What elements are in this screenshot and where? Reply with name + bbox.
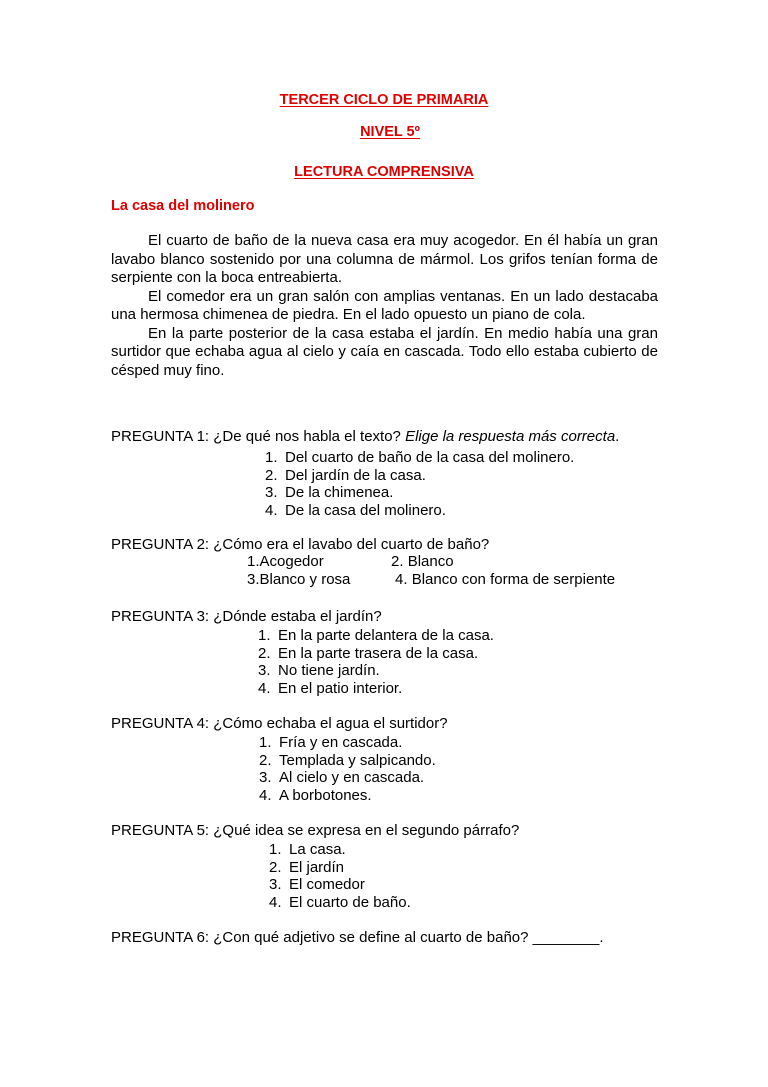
list-item: 1. Del cuarto de baño de la casa del molinero. (265, 449, 575, 466)
list-item: 4. El cuarto de baño. (269, 893, 411, 911)
list-item: 4. A borbotones. (259, 786, 372, 804)
question-5 (111, 822, 519, 839)
subject-heading: LECTURA COMPRENSIVA (294, 164, 474, 180)
list-item: 4. Blanco con forma de serpiente (395, 571, 616, 588)
paragraph-dining-room: El comedor era un gran salón con amplias ventanas. En un lado destacaba una hermosa chimenea de piedra. En el lado opuesto un piano de cola. (111, 287, 658, 323)
list-item: 3. De la chimenea. (265, 484, 394, 502)
story-text (111, 232, 658, 380)
cycle-heading: TERCER CICLO DE PRIMARIA (279, 92, 489, 108)
paragraph-bathroom: El cuarto de baño de la nueva casa era muy acogedor. En él había un gran lavabo blanco sostenido por una columna de mármol. Los grifos tenían forma de serpiente con la boca entreabierta. (111, 232, 658, 286)
question-5-text: ¿Qué idea se expresa en el segundo párrafo? (213, 822, 520, 839)
list-item: 4. En el patio interior. (258, 679, 403, 697)
list-item: 1. En la parte delantera de la casa. (258, 627, 494, 644)
list-item: 4. De la casa del molinero. (265, 501, 446, 519)
question-2-text: ¿Cómo era el lavabo del cuarto de baño? (213, 536, 490, 553)
question-6 (111, 929, 604, 946)
list-item: 3. El comedor (269, 876, 365, 894)
story-title: La casa del molinero (111, 198, 255, 214)
list-item: 2. Templada y salpicando. (259, 751, 436, 769)
list-item: 3. Al cielo y en cascada. (259, 769, 425, 787)
question-3-options (258, 627, 494, 697)
list-item: 1. Fría y en cascada. (259, 734, 403, 751)
question-2 (111, 536, 489, 553)
question-2-label: PREGUNTA 2: (111, 536, 210, 553)
list-item: 2. En la parte trasera de la casa. (258, 644, 479, 662)
list-item: 2. Del jardín de la casa. (265, 466, 426, 484)
question-5-options (269, 841, 411, 911)
question-1-instruction: Elige la respuesta más correcta (405, 428, 616, 445)
question-1-text: ¿De qué nos habla el texto? (213, 428, 401, 445)
list-item: 1.Acogedor (247, 553, 324, 570)
question-3-label: PREGUNTA 3: (111, 608, 210, 625)
question-3-text: ¿Dónde estaba el jardín? (213, 608, 382, 625)
question-6-label: PREGUNTA 6: (111, 929, 210, 946)
list-item: 3. No tiene jardín. (258, 662, 380, 680)
list-item: 1. La casa. (269, 841, 346, 858)
question-4-text: ¿Cómo echaba el agua el surtidor? (213, 715, 448, 732)
list-item: 2. El jardín (269, 858, 345, 876)
question-4-label: PREGUNTA 4: (111, 715, 210, 732)
list-item: 2. Blanco (391, 553, 454, 570)
question-5-label: PREGUNTA 5: (111, 822, 210, 839)
list-item: 3.Blanco y rosa (247, 571, 351, 588)
question-3 (111, 608, 382, 625)
question-1-label: PREGUNTA 1: (111, 428, 210, 445)
question-6-text: ¿Con qué adjetivo se define al cuarto de baño? ________. (213, 929, 604, 946)
question-1: PREGUNTA 1: ¿De qué nos habla el texto? Elige la respuesta más correcta. (111, 428, 620, 445)
level-heading: NIVEL 5º (360, 124, 420, 140)
question-4-options (259, 734, 436, 804)
question-1-options (265, 449, 574, 519)
question-4 (111, 715, 448, 732)
paragraph-garden: En la parte posterior de la casa estaba el jardín. En medio había una gran surtidor que echaba agua al cielo y caía en cascada. Todo ello estaba cubierto de césped muy fino. (111, 324, 658, 379)
